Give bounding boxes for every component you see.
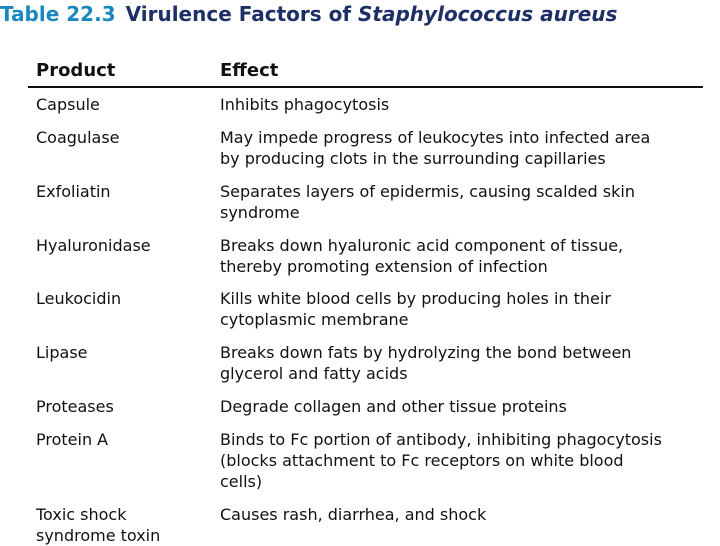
effect-cell: Breaks down hyaluronic acid component of tissue, thereby promoting extension of infection: [220, 236, 624, 276]
product-cell: Leukocidin: [36, 289, 122, 308]
effect-cell: Inhibits phagocytosis: [220, 95, 390, 114]
column-header-effect: Effect: [220, 60, 279, 81]
product-cell: Protein A: [36, 430, 109, 449]
effect-cell: Separates layers of epidermis, causing scalded skin syndrome: [220, 182, 635, 222]
table-row: [0, 94, 720, 127]
table-title-organism: Staphylococcus aureus: [358, 2, 618, 26]
product-cell: Coagulase: [36, 128, 120, 147]
table-row: [0, 342, 720, 396]
table-number: Table 22.3: [0, 2, 116, 26]
table-title-text: Virulence Factors of: [125, 2, 352, 26]
table-row: [0, 181, 720, 235]
effect-cell: Kills white blood cells by producing holes in their cytoplasmic membrane: [220, 289, 611, 329]
table-row: [0, 396, 720, 429]
effect-cell: Causes rash, diarrhea, and shock: [220, 505, 487, 524]
product-cell: Lipase: [36, 343, 88, 362]
product-cell: Proteases: [36, 397, 114, 416]
table-title: [0, 0, 617, 30]
table-body: [0, 94, 720, 546]
effect-cell: Binds to Fc portion of antibody, inhibiting phagocytosis (blocks attachment to Fc receptors on white blood cells): [220, 430, 662, 491]
effect-cell: Degrade collagen and other tissue proteins: [220, 397, 567, 416]
table-row: [0, 235, 720, 288]
product-cell: Hyaluronidase: [36, 236, 151, 255]
product-cell: Toxic shock syndrome toxin: [36, 505, 161, 545]
header-divider: [28, 86, 703, 88]
product-cell: Capsule: [36, 95, 100, 114]
table-row: [0, 288, 720, 342]
column-header-product: Product: [36, 60, 116, 81]
table-row: [0, 429, 720, 504]
product-cell: Exfoliatin: [36, 182, 111, 201]
table-row: [0, 127, 720, 181]
effect-cell: May impede progress of leukocytes into infected area by producing clots in the surrounding capillaries: [220, 128, 651, 168]
effect-cell: Breaks down fats by hydrolyzing the bond between glycerol and fatty acids: [220, 343, 632, 383]
